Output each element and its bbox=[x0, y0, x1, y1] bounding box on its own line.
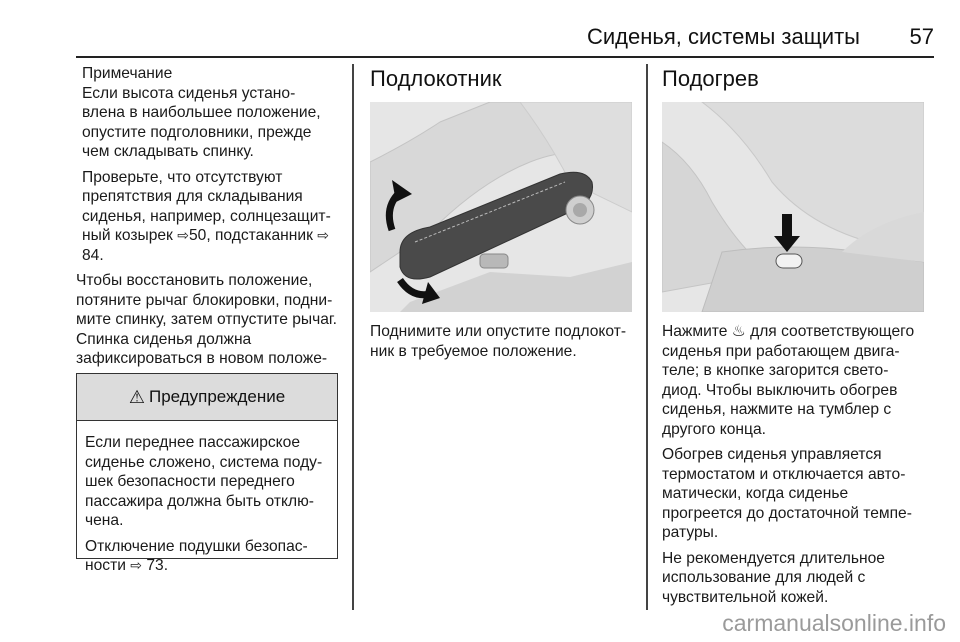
note-paragraph-1: Если высота сиденья устано- влена в наибольшее положение, опустите подголовники, прежде чем складывать спинку. bbox=[82, 84, 321, 160]
heating-paragraph-2: Обогрев сиденья управляется термостатом и отключается авто- матически, когда сиденье прогреется до достаточной темпе- ратуры. bbox=[662, 446, 912, 541]
warning-title: Предупреждение bbox=[148, 387, 286, 406]
note-paragraph-2 bbox=[82, 168, 338, 266]
restore-paragraph: Чтобы восстановить положение, потяните рычаг блокировки, подни- мите спинку, затем отпустите рычаг. Спинка сиденья должна зафиксироваться в новом положе- bbox=[76, 272, 337, 367]
note-p2-end: . bbox=[99, 246, 104, 264]
seat-heat-icon: ♨ bbox=[731, 323, 746, 340]
heating-p1-rest: для соответствующего сиденья при работающем двига- теле; в кнопке загорится свето- диод. Чтобы выключить обогрев сиденья, нажмите на тумблер с другого конца. bbox=[662, 323, 915, 438]
note-heading: Примечание bbox=[82, 65, 173, 82]
left-column bbox=[76, 64, 338, 394]
arrow-right-icon: ⇨ bbox=[317, 227, 329, 243]
heating-paragraph-1 bbox=[662, 322, 930, 439]
page-ref-84[interactable]: 84 bbox=[82, 246, 100, 264]
seat-heating-illustration bbox=[662, 102, 924, 312]
warning-triangle-icon: ⚠ bbox=[128, 386, 145, 407]
page-ref-73[interactable]: 73 bbox=[146, 557, 164, 574]
warning-box bbox=[76, 373, 338, 574]
arrow-right-icon: ⇨ bbox=[177, 227, 189, 243]
header-rule bbox=[76, 56, 934, 58]
note-p2-text: Проверьте, что отсутствуют препятствия для складывания сиденья, например, солнцезащит- ный козырек bbox=[82, 168, 331, 244]
column-divider-1 bbox=[352, 64, 354, 610]
warning-paragraph-1: Если переднее пассажирское сиденье сложено, система поду- шек безопасности переднего пассажира должна быть отклю- чена. bbox=[85, 434, 323, 529]
note-p2-mid: , подстаканник bbox=[206, 227, 313, 244]
warning-body bbox=[77, 421, 337, 576]
arrow-right-icon: ⇨ bbox=[130, 557, 143, 573]
watermark: carmanualsonline.info bbox=[722, 610, 946, 636]
heating-title: Подогрев bbox=[662, 66, 759, 91]
armrest-text bbox=[370, 322, 632, 367]
heating-text bbox=[662, 322, 930, 613]
warning-paragraph-2 bbox=[85, 537, 329, 576]
warning-p2-end: . bbox=[163, 557, 169, 574]
warning-p2-text: Отключение подушки безопас- ности bbox=[85, 537, 308, 574]
armrest-title: Подлокотник bbox=[370, 66, 502, 91]
armrest-illustration bbox=[370, 102, 632, 312]
heating-p1-start: Нажмите bbox=[662, 323, 728, 340]
page-ref-50[interactable]: 50 bbox=[188, 227, 207, 244]
armrest-caption: Поднимите или опустите подлокот- ник в требуемое положение. bbox=[370, 323, 627, 360]
note-block bbox=[76, 64, 338, 265]
heating-paragraph-3: Не рекомендуется длительное использование для людей с чувствительной кожей. bbox=[662, 549, 885, 606]
page-number: 57 bbox=[909, 24, 934, 49]
warning-header bbox=[77, 374, 337, 421]
column-divider-2 bbox=[646, 64, 648, 610]
running-header-title: Сиденья, системы защиты bbox=[586, 24, 860, 49]
